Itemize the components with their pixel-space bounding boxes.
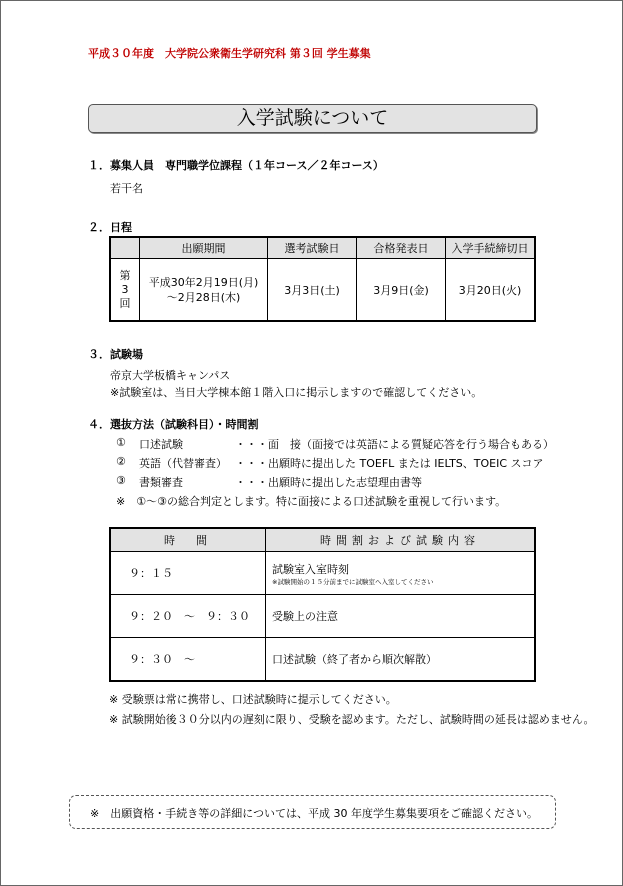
timetable-header-time: 時 間 — [110, 528, 266, 552]
content-cell: 受験上の注意 — [266, 595, 536, 638]
table-header-empty — [110, 237, 140, 259]
timetable-header-row — [110, 528, 535, 552]
period-start: 平成30年2月19日(月) — [148, 275, 259, 289]
round-label — [110, 259, 140, 322]
method-number: ② — [116, 455, 126, 468]
table-row — [110, 259, 535, 322]
method-desc: ・・・面 接（面接では英語による質疑応答を行う場合もある） — [235, 438, 554, 451]
method-name: 書類審査 — [139, 476, 183, 489]
content-sub: ※試験開始の１５分前までに試験室へ入室してください — [272, 577, 434, 586]
section4-heading: ４．選抜方法（試験科目）・時間割 — [88, 418, 259, 431]
section1-text: 若干名 — [110, 182, 143, 195]
venue-name: 帝京大学板橋キャンパス — [110, 369, 231, 382]
round-label-line: 回 — [119, 296, 131, 310]
content-main: 試験室入室時刻 — [272, 562, 349, 576]
content-cell — [266, 552, 536, 595]
time-cell: ９：２０ ～ ９：３０ — [110, 595, 266, 638]
header-title: 平成３０年度 大学院公衆衛生学研究科 第３回 学生募集 — [88, 47, 371, 60]
method-desc: ・・・出願時に提出した TOEFL または IELTS、TOEIC スコア — [235, 457, 544, 470]
schedule-dates-table — [109, 236, 536, 322]
time-cell: ９：１５ — [110, 552, 266, 595]
method-number: ① — [116, 436, 126, 449]
result-date: 3月9日(金) — [357, 259, 446, 322]
method-name: 口述試験 — [139, 438, 183, 451]
selection-note: ※ ①～③の総合判定とします。特に面接による口述試験を重視して行います。 — [116, 495, 507, 508]
table-header-exam: 選考試験日 — [268, 237, 357, 259]
table-header-row — [110, 237, 535, 259]
method-name: 英語（代替審査） — [139, 457, 227, 470]
table-header-deadline: 入学手続締切日 — [446, 237, 536, 259]
timetable — [109, 527, 536, 682]
deadline-date: 3月20日(火) — [446, 259, 536, 322]
round-label-line: 第 — [119, 268, 131, 282]
footer-notice-box — [69, 795, 556, 829]
method-desc: ・・・出願時に提出した志望理由書等 — [235, 476, 422, 489]
table-row — [110, 638, 535, 682]
application-period — [140, 259, 268, 322]
section2-heading: ２．日程 — [88, 221, 132, 234]
section3-heading: ３．試験場 — [88, 348, 143, 361]
round-label-line: 3 — [121, 282, 129, 296]
note-admission-ticket: ※ 受験票は常に携帯し、口述試験時に提示してください。 — [109, 693, 397, 706]
content-cell: 口述試験（終了者から順次解散） — [266, 638, 536, 682]
table-row — [110, 552, 535, 595]
method-number: ③ — [116, 474, 126, 487]
page-title: 入学試験について — [236, 107, 389, 129]
table-header-period: 出願期間 — [140, 237, 268, 259]
exam-date: 3月3日(土) — [268, 259, 357, 322]
table-header-result: 合格発表日 — [357, 237, 446, 259]
timetable-header-content: 時間割および試験内容 — [266, 528, 536, 552]
section1-heading: １．募集人員 専門職学位課程（１年コース／２年コース） — [88, 159, 384, 172]
time-cell: ９：３０ ～ — [110, 638, 266, 682]
page-title-box — [88, 104, 537, 133]
note-late-arrival: ※ 試験開始後３０分以内の遅刻に限り、受験を認めます。ただし、試験時間の延長は認めません。 — [109, 713, 595, 726]
period-end: ～2月28日(木) — [166, 290, 241, 304]
table-row — [110, 595, 535, 638]
venue-note: ※試験室は、当日大学棟本館１階入口に掲示しますので確認してください。 — [110, 386, 483, 399]
footer-notice: ※ 出願資格・手続き等の詳細については、平成 30 年度学生募集要項をご確認ください。 — [90, 807, 538, 820]
